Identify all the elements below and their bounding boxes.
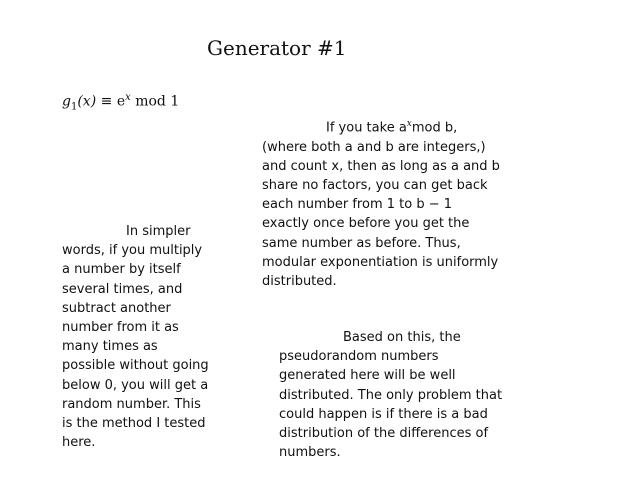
- right1-line: each number from 1 to b − 1: [262, 197, 453, 213]
- formula-exponent: x: [125, 92, 131, 103]
- right-paragraph-2: [279, 328, 507, 462]
- formula-subscript: 1: [70, 101, 78, 113]
- left-line: here.: [62, 435, 96, 451]
- left-line: number from it as: [62, 320, 179, 336]
- formula-mod: mod 1: [135, 93, 180, 110]
- left-line: possible without going: [62, 358, 209, 374]
- left-line: In simpler: [126, 224, 191, 239]
- right2-line: distributed. The only problem that: [279, 387, 503, 403]
- right1-line: same number as before. Thus,: [262, 235, 461, 251]
- left-line: is the method I tested: [62, 416, 206, 432]
- right1-line: share no factors, you can get back: [262, 177, 488, 193]
- formula-base: e: [116, 93, 126, 110]
- right1-line: modular exponentiation is uniformly: [262, 254, 499, 270]
- left-line: subtract another: [62, 300, 171, 316]
- right-paragraph-1: [262, 115, 512, 291]
- generator-formula: [62, 87, 179, 118]
- left-line: words, if you multiply: [62, 243, 203, 259]
- right1-line: (where both a and b are integers,): [262, 139, 486, 155]
- right2-line: distribution of the differences of: [279, 426, 489, 442]
- formula-argument: (x): [77, 93, 97, 110]
- left-line: random number. This: [62, 396, 201, 412]
- formula-equiv: ≡: [100, 93, 113, 110]
- right1-line: and count x, then as long as a and b: [262, 158, 500, 174]
- right2-line: generated here will be well: [279, 368, 456, 384]
- left-line: several times, and: [62, 281, 183, 297]
- right2-line: numbers.: [279, 445, 341, 461]
- left-line: below 0, you will get a: [62, 377, 209, 393]
- right1-line: If you take a: [326, 120, 407, 136]
- right2-line: could happen is if there is a bad: [279, 406, 488, 422]
- right1-line: exactly once before you get the: [262, 216, 470, 232]
- right2-line: Based on this, the: [343, 330, 461, 345]
- right1-line: mod b,: [411, 120, 458, 136]
- slide-title: Generator #1: [207, 36, 347, 60]
- left-line: many times as: [62, 339, 158, 355]
- left-paragraph: [62, 222, 212, 452]
- formula-function: g: [62, 93, 71, 110]
- left-line: a number by itself: [62, 262, 181, 278]
- right1-line: distributed.: [262, 273, 337, 289]
- right2-line: pseudorandom numbers: [279, 349, 439, 365]
- right1-exponent: x: [406, 119, 412, 129]
